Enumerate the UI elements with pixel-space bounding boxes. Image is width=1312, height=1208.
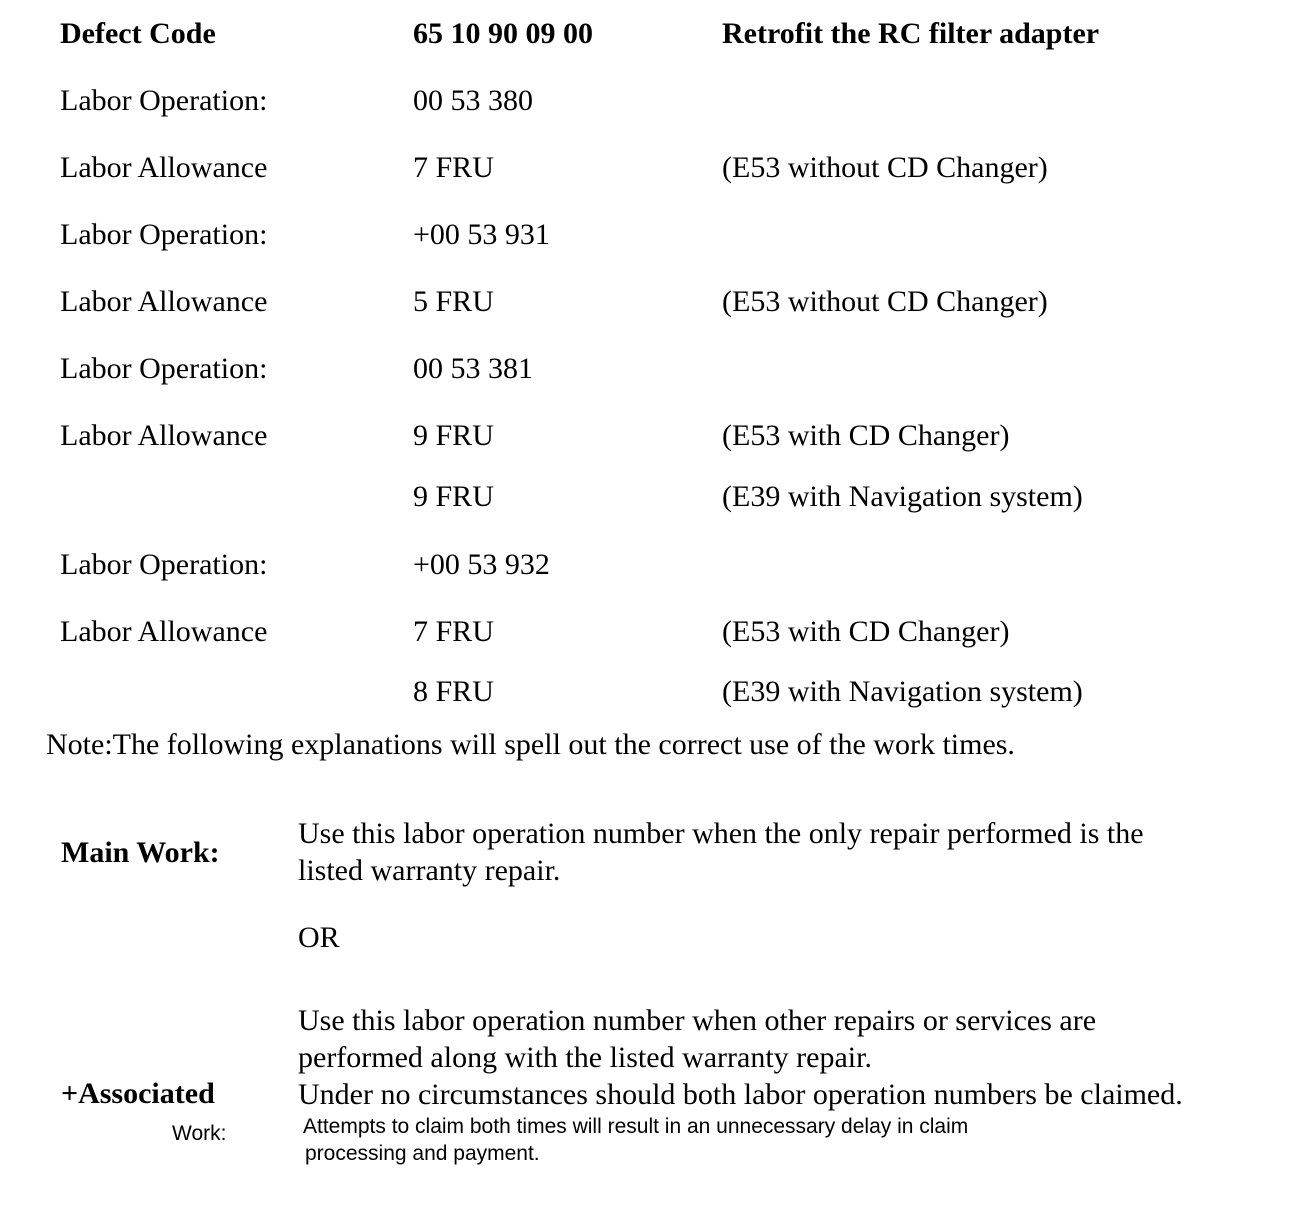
row-label: Labor Allowance [60, 419, 268, 452]
row-value: 00 53 380 [413, 84, 533, 117]
row-value: 9 FRU [413, 419, 494, 452]
row-note: (E39 with Navigation system) [722, 675, 1083, 708]
row-value: +00 53 931 [413, 218, 550, 251]
row-value: 8 FRU [413, 675, 494, 708]
row-value: 7 FRU [413, 151, 494, 184]
row-value: 5 FRU [413, 285, 494, 318]
main-work-description [298, 815, 1144, 889]
explanation-note: Note:The following explanations will spell out the correct use of the work times. [46, 728, 1015, 761]
row-label: Labor Allowance [60, 285, 268, 318]
claim-delay-line: processing and payment. [305, 1142, 540, 1165]
associated-work-label: +Associated [61, 1077, 215, 1110]
claim-delay-line: Attempts to claim both times will result in an unnecessary delay in claim [303, 1115, 969, 1138]
row-note: (E53 with CD Changer) [722, 615, 1010, 648]
row-note: (E53 without CD Changer) [722, 151, 1048, 184]
row-label: Labor Operation: [60, 548, 268, 581]
defect-code-value: 65 10 90 09 00 [413, 17, 593, 50]
main-work-label: Main Work: [61, 836, 220, 869]
row-note: (E39 with Navigation system) [722, 480, 1083, 513]
associated-work-warning: Under no circumstances should both labor operation numbers be claimed. [298, 1078, 1183, 1111]
row-label: Labor Operation: [60, 84, 268, 117]
defect-title: Retrofit the RC filter adapter [722, 17, 1100, 50]
row-value: 9 FRU [413, 480, 494, 513]
row-label: Labor Operation: [60, 352, 268, 385]
main-work-line: listed warranty repair. [298, 854, 561, 887]
row-note: (E53 without CD Changer) [722, 285, 1048, 318]
row-value: +00 53 932 [413, 548, 550, 581]
row-label: Labor Allowance [60, 151, 268, 184]
associated-work-sublabel: Work: [172, 1122, 227, 1145]
defect-code-label: Defect Code [60, 17, 216, 50]
row-label: Labor Allowance [60, 615, 268, 648]
associated-work-description [298, 1002, 1183, 1113]
main-work-line: Use this labor operation number when the only repair performed is the [298, 817, 1144, 850]
row-note: (E53 with CD Changer) [722, 419, 1010, 452]
or-separator: OR [298, 921, 340, 954]
row-value: 7 FRU [413, 615, 494, 648]
associated-work-line: Use this labor operation number when other repairs or services are [298, 1004, 1097, 1037]
claim-delay-notice [303, 1113, 968, 1167]
associated-work-line: performed along with the listed warranty repair. [298, 1041, 872, 1074]
row-value: 00 53 381 [413, 352, 533, 385]
row-label: Labor Operation: [60, 218, 268, 251]
